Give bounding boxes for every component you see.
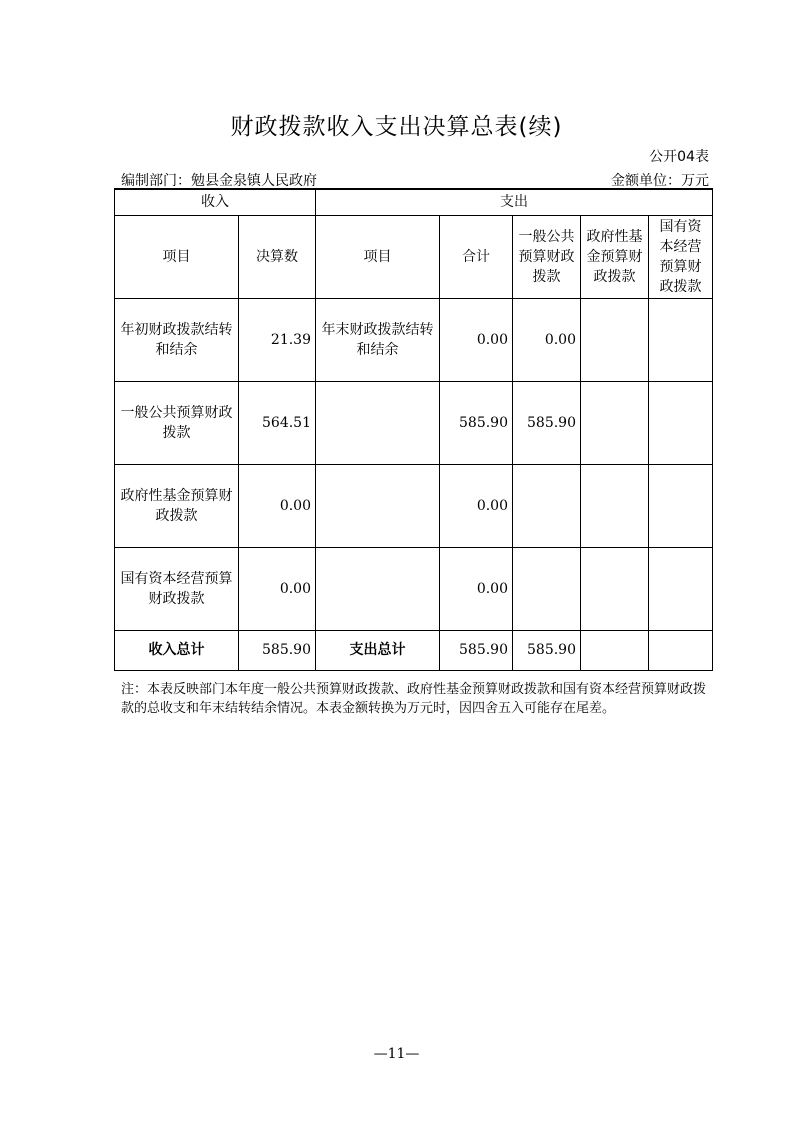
income-amount: 0.00	[239, 547, 316, 630]
expense-fund	[581, 464, 649, 547]
totals-row	[115, 630, 713, 670]
income-header: 收入	[115, 189, 316, 215]
expense-total-fund	[581, 630, 649, 670]
income-total-amount: 585.90	[239, 630, 316, 670]
expense-total: 0.00	[440, 547, 513, 630]
expense-fund	[581, 381, 649, 464]
col-income-item: 项目	[115, 215, 239, 298]
form-number: 公开04表	[649, 149, 709, 165]
expense-total-capital	[649, 630, 713, 670]
col-gov-fund: 政府性基金预算财政拨款	[581, 215, 649, 298]
expense-total: 0.00	[440, 298, 513, 381]
expense-item: 年末财政拨款结转和结余	[316, 298, 440, 381]
expense-item	[316, 464, 440, 547]
expense-item	[316, 381, 440, 464]
income-item: 一般公共预算财政拨款	[115, 381, 239, 464]
expense-total-label: 支出总计	[316, 630, 440, 670]
income-item: 国有资本经营预算财政拨款	[115, 547, 239, 630]
expense-general	[513, 464, 581, 547]
expense-fund	[581, 547, 649, 630]
col-general-public: 一般公共预算财政拨款	[513, 215, 581, 298]
expense-capital	[649, 464, 713, 547]
expense-fund	[581, 298, 649, 381]
expense-item	[316, 547, 440, 630]
expense-header: 支出	[316, 189, 713, 215]
budget-table	[114, 188, 713, 671]
col-final-amount: 决算数	[239, 215, 316, 298]
expense-total: 0.00	[440, 464, 513, 547]
page-number: —11—	[373, 1046, 420, 1062]
col-total: 合计	[440, 215, 513, 298]
col-state-capital: 国有资本经营预算财政拨款	[649, 215, 713, 298]
header-row-group	[115, 189, 713, 215]
income-amount: 21.39	[239, 298, 316, 381]
header-row-columns	[115, 215, 713, 298]
table-row	[115, 464, 713, 547]
table-row	[115, 381, 713, 464]
expense-total-amount: 585.90	[440, 630, 513, 670]
expense-total-general: 585.90	[513, 630, 581, 670]
expense-general: 0.00	[513, 298, 581, 381]
expense-total: 585.90	[440, 381, 513, 464]
income-amount: 0.00	[239, 464, 316, 547]
expense-general: 585.90	[513, 381, 581, 464]
table-note: 注：本表反映部门本年度一般公共预算财政拨款、政府性基金预算财政拨款和国有资本经营预算财政拨款的总收支和年末结转结余情况。本表金额转换为万元时，因四舍五入可能存在尾差。	[121, 682, 707, 716]
income-total-label: 收入总计	[115, 630, 239, 670]
table-row	[115, 547, 713, 630]
page-title: 财政拨款收入支出决算总表(续)	[230, 114, 563, 140]
expense-capital	[649, 547, 713, 630]
amount-unit: 金额单位：万元	[611, 173, 709, 189]
expense-capital	[649, 381, 713, 464]
expense-general	[513, 547, 581, 630]
table-row	[115, 298, 713, 381]
expense-capital	[649, 298, 713, 381]
income-amount: 564.51	[239, 381, 316, 464]
col-expense-item: 项目	[316, 215, 440, 298]
income-item: 政府性基金预算财政拨款	[115, 464, 239, 547]
compiling-department: 编制部门：勉县金泉镇人民政府	[121, 173, 317, 189]
income-item: 年初财政拨款结转和结余	[115, 298, 239, 381]
